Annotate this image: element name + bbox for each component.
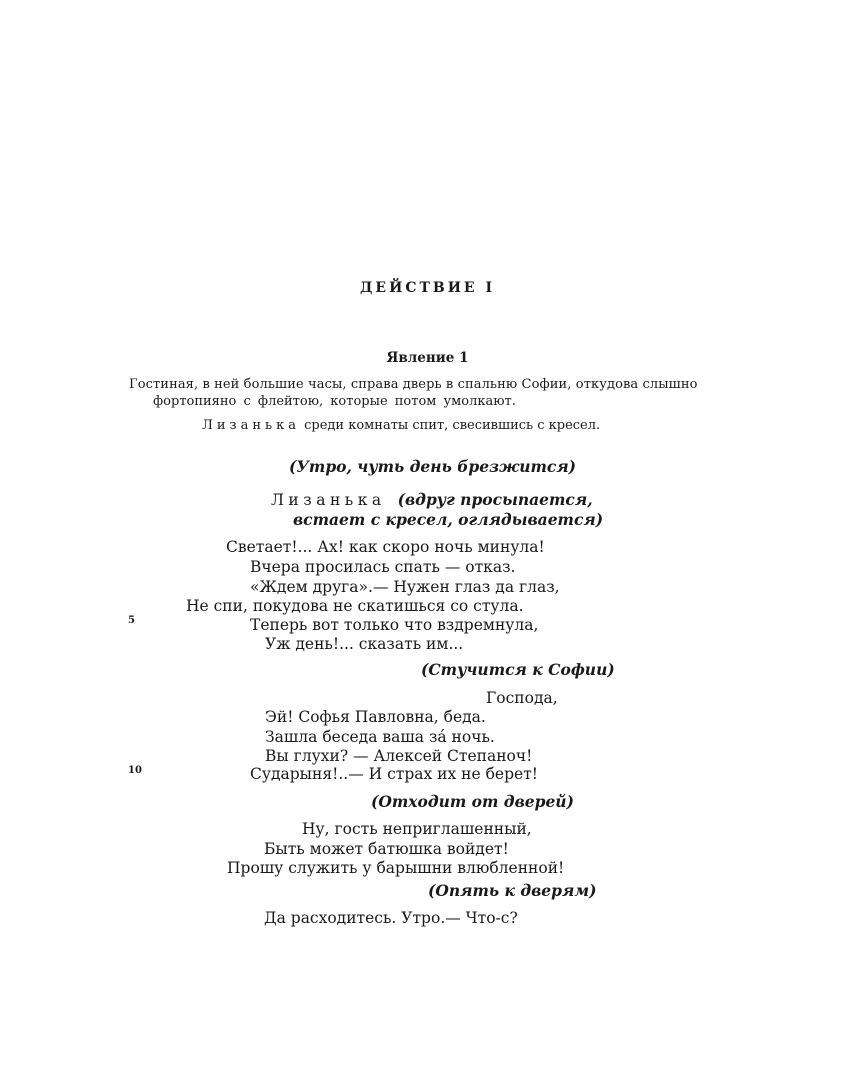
speaker-direction-1: (вдруг просыпается, bbox=[397, 490, 593, 509]
verse-line-10: Вы глухи? — Алексей Степаноч! bbox=[265, 747, 533, 765]
verse-line-4: Не спи, покудова не скатишься со стула. bbox=[186, 597, 524, 615]
speaker-name: Лизанька bbox=[271, 491, 386, 509]
stage-direction-line-2: фортопияно с флейтою, которые потом умолкают. bbox=[153, 394, 516, 409]
verse-line-3: «Ждем друга».— Нужен глаз да глаз, bbox=[250, 578, 560, 596]
verse-line-12: Ну, гость неприглашенный, bbox=[302, 820, 532, 838]
stage-direction-line-1: Гостиная, в ней большие часы, справа дверь в спальню Софии, откудова слышно bbox=[129, 377, 698, 392]
verse-line-9: Зашла беседа ваша зá ночь. bbox=[265, 728, 495, 746]
verse-line-8: Эй! Софья Павловна, беда. bbox=[265, 708, 486, 726]
speaker-direction-2: встает с кресел, оглядывается) bbox=[293, 510, 604, 529]
speaker-heading bbox=[271, 492, 593, 509]
stage-character-name: Лизанька bbox=[202, 418, 300, 433]
act-title: ДЕЙСТВИЕ I bbox=[359, 280, 496, 296]
verse-line-6: Уж день!... сказать им... bbox=[265, 635, 464, 653]
verse-line-5: Теперь вот только что вздремнула, bbox=[250, 616, 539, 634]
verse-line-11: Сударыня!..— И страх их не берет! bbox=[250, 765, 539, 783]
scene-title: Явление 1 bbox=[386, 350, 469, 366]
verse-line-13: Быть может батюшка войдет! bbox=[264, 840, 509, 858]
stage-direction-line-3 bbox=[202, 419, 600, 432]
line-number-5: 5 bbox=[128, 615, 135, 626]
stage-direction-rest: среди комнаты спит, свесившись с кресел. bbox=[299, 418, 601, 433]
direction-again-to-door: (Опять к дверям) bbox=[428, 881, 597, 900]
direction-walks-away: (Отходит от дверей) bbox=[371, 792, 574, 811]
scan-corner-mark bbox=[2, 1066, 10, 1076]
verse-line-14: Прошу служить у барышни влюбленной! bbox=[227, 859, 565, 877]
verse-line-7: Господа, bbox=[486, 689, 558, 707]
verse-line-15: Да расходитесь. Утро.— Что-с? bbox=[264, 909, 518, 927]
line-number-10: 10 bbox=[128, 765, 142, 776]
time-note: (Утро, чуть день брезжится) bbox=[289, 457, 577, 476]
verse-line-2: Вчера просилась спать — отказ. bbox=[250, 558, 516, 576]
direction-knock-sofia: (Стучится к Софии) bbox=[421, 660, 615, 679]
verse-line-1: Светает!... Ах! как скоро ночь минула! bbox=[226, 538, 545, 556]
